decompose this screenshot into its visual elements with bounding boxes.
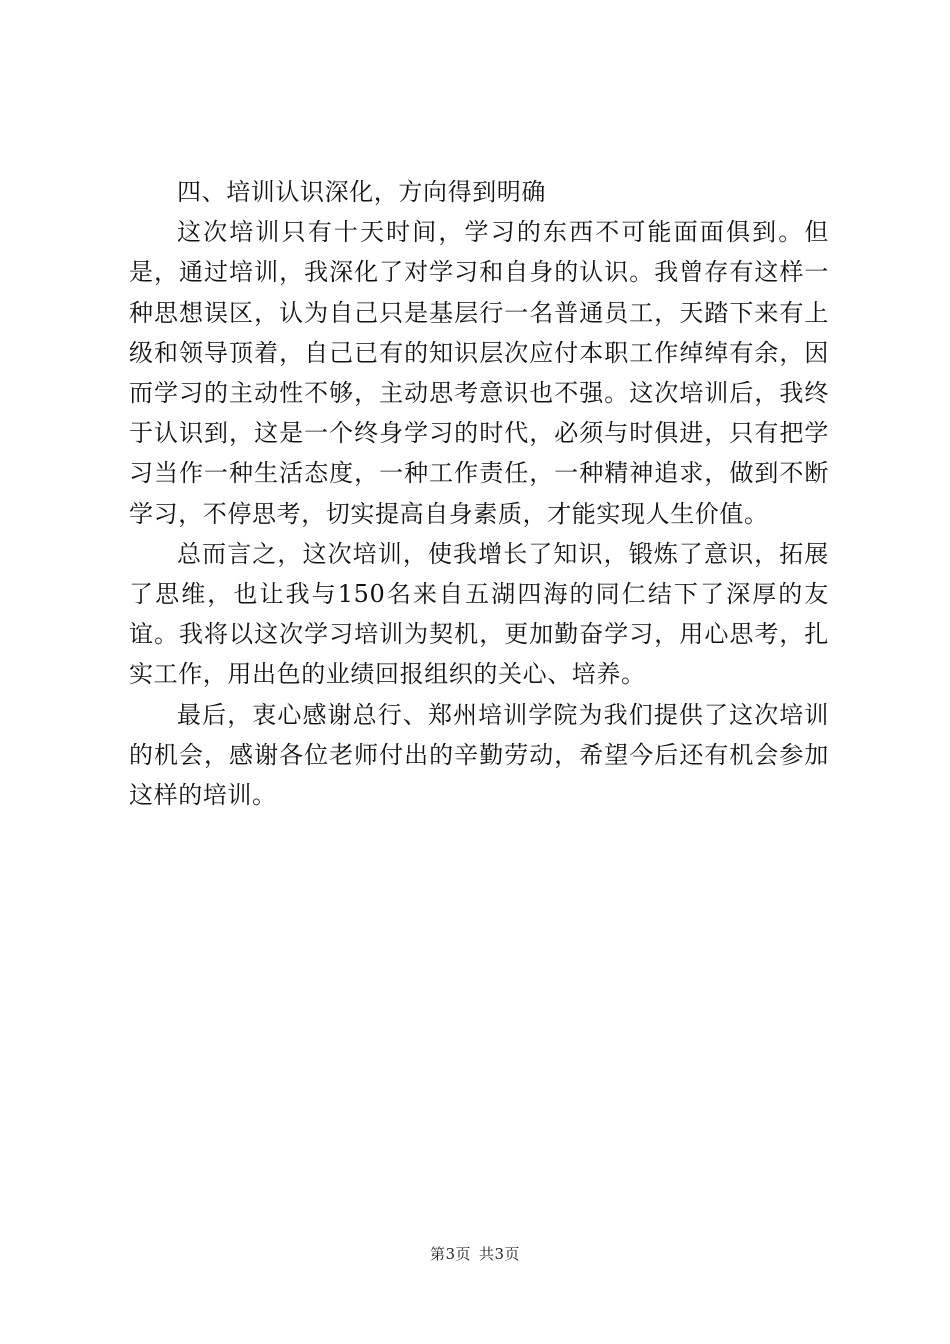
body-paragraph: 这次培训只有十天时间，学习的东西不可能面面俱到。但是，通过培训，我深化了对学习和自身的认识。我曾存有这样一种思想误区，认为自己只是基层行一名普通员工，天踏下来有上级和领导顶着，自己已有的知识层次应付本职工作绰绰有余，因而学习的主动性不够，主动思考意识也不强。这次培训后，我终于认识到，这是一个终身学习的时代，必须与时俱进，只有把学习当作一种生活态度，一种工作责任，一种精神追求，做到不断学习，不停思考，切实提高自身素质，才能实现人生价值。	[129, 218, 829, 528]
body-paragraph: 最后，衷心感谢总行、郑州培训学院为我们提供了这次培训的机会，感谢各位老师付出的辛勤劳动，希望今后还有机会参加这样的培训。	[129, 700, 829, 810]
page-total: 共3页	[479, 1245, 521, 1263]
document-body	[129, 172, 829, 815]
body-paragraph: 总而言之，这次培训，使我增长了知识，锻炼了意识，拓展了思维，也让我与150名来自五湖四海的同仁结下了深厚的友谊。我将以这次学习培训为契机，更加勤奋学习，用心思考，扎实工作，用出色的业绩回报组织的关心、培养。	[129, 539, 829, 689]
page-number: 第3页	[429, 1245, 471, 1263]
page-footer	[0, 1244, 950, 1264]
section-heading: 四、培训认识深化，方向得到明确	[177, 178, 546, 206]
